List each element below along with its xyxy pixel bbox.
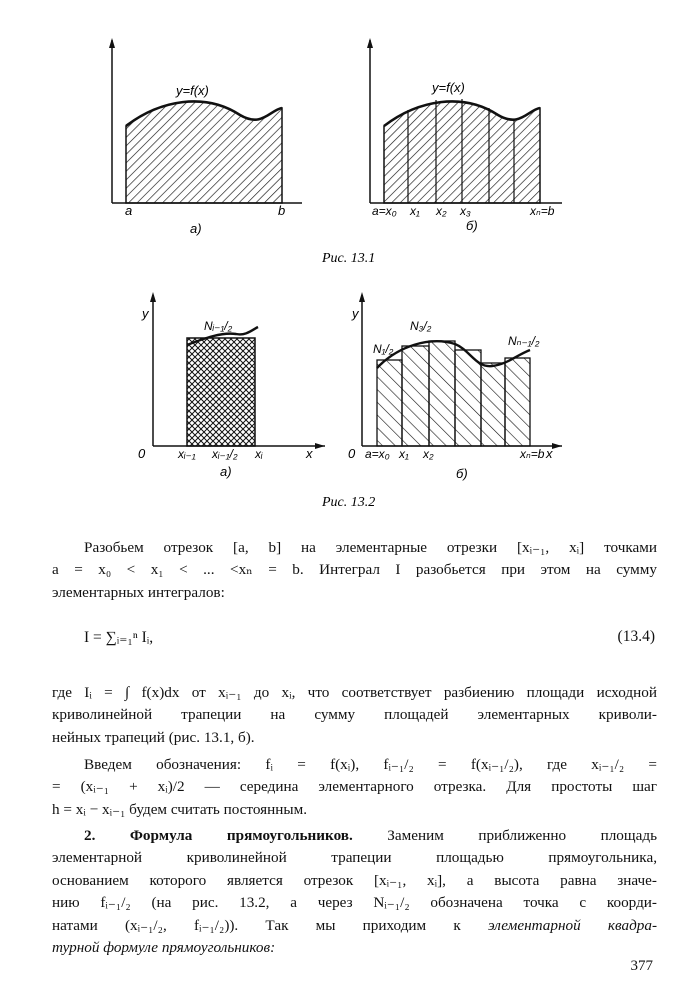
subfigure-label-b: б) [466, 218, 478, 233]
x3-label: x₃ [460, 204, 471, 218]
y-axis-label: y [352, 306, 359, 321]
x-axis-arrow-icon [552, 443, 562, 449]
x2-label: x₂ [423, 447, 434, 461]
paragraph-rectangle-formula [52, 825, 657, 959]
text-line: h = xᵢ − xᵢ₋₁ будем считать постоянным. [52, 800, 308, 818]
figure-13-1-a [109, 38, 302, 236]
text-line [52, 937, 657, 959]
caption-13-2: Рис. 13.2 [322, 495, 376, 510]
n-n-minus-1-2-label: Nₙ₋₁/₂ [508, 334, 540, 348]
text-fragment: натами (xᵢ₋₁/₂, fᵢ₋₁/₂)). Так мы приходим к [52, 916, 461, 934]
subfigure-label-a: а) [220, 464, 232, 479]
rectangles [377, 341, 530, 446]
y-axis-arrow-icon [109, 38, 115, 48]
text-line: = (xᵢ₋₁ + xᵢ)/2 — середина элементарного отрезка. Для простоты шаг [52, 778, 657, 796]
paragraph-notation [52, 754, 657, 821]
x0-label: a=x₀ [365, 447, 390, 461]
formula-13-4: I = ∑ᵢ₌₁ⁿ Iᵢ, [84, 629, 154, 646]
x1-label: x₁ [399, 447, 409, 461]
b-label: b [278, 203, 286, 218]
xn-label: xₙ=b [530, 204, 555, 218]
origin-label: 0 [138, 446, 146, 461]
text-line: Разобьем отрезок [a, b] на элементарные отрезки [xᵢ₋₁, xᵢ] точками [84, 539, 657, 556]
paragraph-elementary-integrals [52, 682, 657, 749]
rectangle [187, 338, 255, 446]
text-line: Введем обозначения: fᵢ = f(xᵢ), fᵢ₋₁/₂ = f(xᵢ₋₁/₂), где xᵢ₋₁/₂ = [84, 756, 657, 773]
text-line: элементарной криволинейной трапеции площадью прямоугольника, [52, 849, 657, 867]
text-line: нейных трапеций (рис. 13.1, б). [52, 728, 255, 746]
x-axis-arrow-icon [315, 443, 325, 449]
y-axis-label: y [142, 306, 149, 321]
xi-half-label: xᵢ₋₁/₂ [212, 447, 238, 461]
n-1-2-label: N₁/₂ [373, 342, 394, 356]
x2-label: x₂ [436, 204, 447, 218]
xi-minus-1-label: xᵢ₋₁ [178, 447, 196, 461]
y-axis-arrow-icon [359, 292, 365, 302]
x0-label: a=x₀ [372, 204, 397, 218]
origin-label: 0 [348, 446, 356, 461]
curvilinear-trapezoid [126, 101, 282, 203]
term-emphasis: элементарной квадра- [487, 916, 658, 934]
subfigure-label-a: а) [190, 221, 202, 236]
formula-number: (13.4) [617, 628, 655, 645]
text-line: элементарных интегралов: [52, 583, 225, 601]
page-number: 377 [630, 958, 653, 974]
y-axis-arrow-icon [150, 292, 156, 302]
text-line: где Iᵢ = ∫ f(x)dx от xᵢ₋₁ до xᵢ, что соответствует разбиению площади исходной [52, 684, 657, 701]
text-line: криволинейной трапеции на сумму площадей элементарных криволи- [52, 706, 657, 724]
subfigure-label-b: б) [456, 466, 468, 481]
node-label: Nᵢ₋₁/₂ [204, 319, 233, 333]
curve-label: y=f(x) [176, 83, 209, 98]
section-heading: 2. Формула прямоугольников. [84, 827, 353, 844]
a-label: a [125, 203, 133, 218]
n-3-2-label: N₃/₂ [410, 319, 432, 333]
curve-label: y=f(x) [432, 80, 465, 95]
x1-label: x₁ [410, 204, 420, 218]
xi-label: xᵢ [255, 447, 263, 461]
paragraph-partition [52, 537, 657, 604]
text-line: a = x₀ < x₁ < ... <xₙ = b. Интеграл I разобьется при этом на сумму [52, 561, 657, 579]
x-axis-label: x [306, 446, 313, 461]
text-fragment: Заменим приближенно площадь [387, 827, 657, 844]
xn-label: xₙ=b [520, 447, 545, 461]
text-line [52, 915, 657, 937]
figure-13-2-b [348, 292, 562, 481]
figure-13-2-a [138, 292, 325, 479]
caption-13-1: Рис. 13.1 [322, 251, 376, 266]
term-emphasis: турной формуле прямоугольников: [52, 939, 276, 957]
text-line: нию fᵢ₋₁/₂ (на рис. 13.2, а через Nᵢ₋₁/₂ обозначена точка с коорди- [52, 894, 657, 912]
figure-13-1-b [367, 38, 562, 233]
text-line [52, 825, 657, 847]
x-axis-label: x [546, 446, 553, 461]
text-line: основанием которого является отрезок [xᵢ₋₁, xᵢ], а высота равна значе- [52, 871, 657, 889]
y-axis-arrow-icon [367, 38, 373, 48]
